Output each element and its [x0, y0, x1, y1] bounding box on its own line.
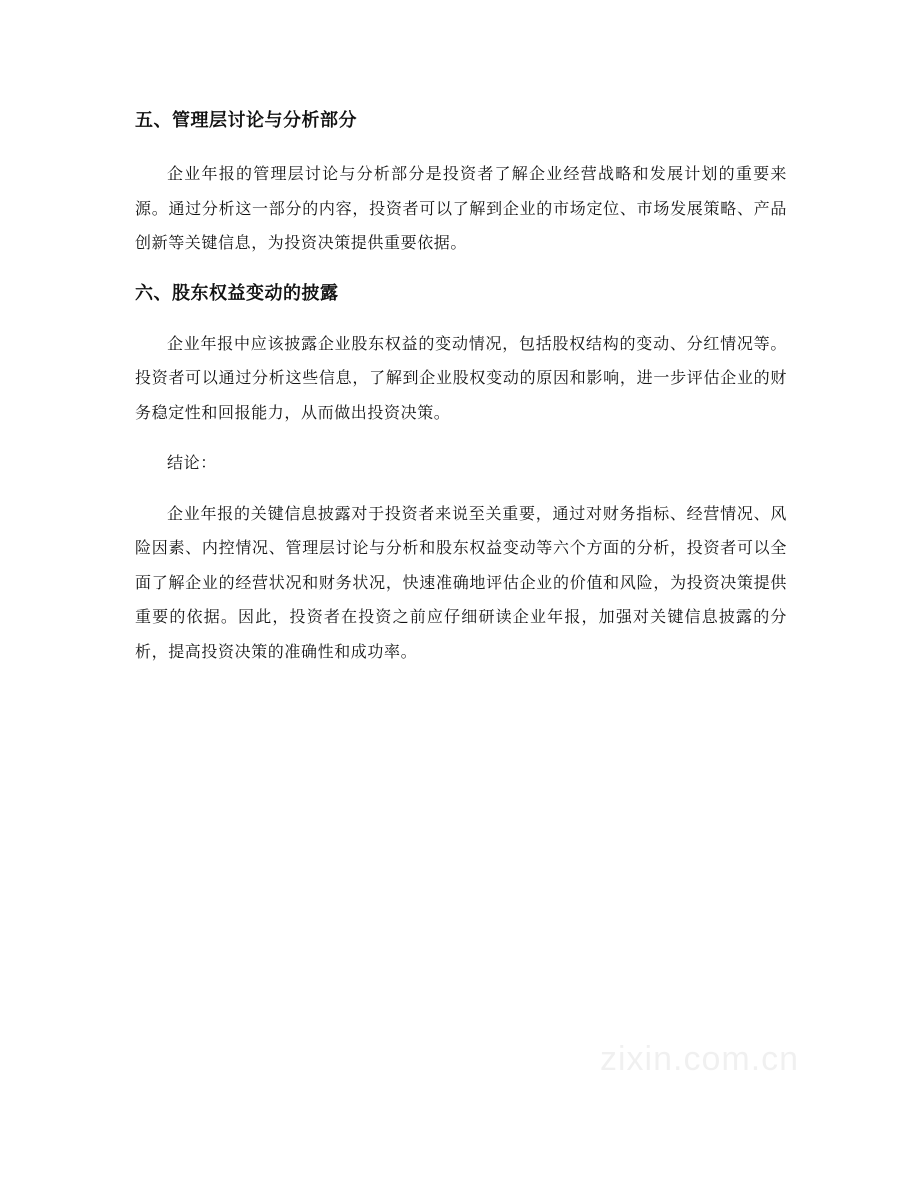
section-5-paragraph: 企业年报的管理层讨论与分析部分是投资者了解企业经营战略和发展计划的重要来源。通过分析这一部分的内容，投资者可以了解到企业的市场定位、市场发展策略、产品创新等关键信息，为投资决策提供重要依据。 — [135, 164, 787, 252]
watermark: zixin.com.cn — [600, 1040, 800, 1078]
conclusion-label: 结论： — [167, 453, 217, 472]
conclusion-paragraph: 企业年报的关键信息披露对于投资者来说至关重要，通过对财务指标、经营情况、风险因素、内控情况、管理层讨论与分析和股东权益变动等六个方面的分析，投资者可以全面了解企业的经营状况和财务状况，快速准确地评估企业的价值和风险，为投资决策提供重要的依据。因此，投资者在投资之前应仔细研读企业年报，加强对关键信息披露的分析，提高投资决策的准确性和成功率。 — [135, 503, 787, 661]
document-body — [135, 104, 787, 669]
section-5-heading: 五、管理层讨论与分析部分 — [135, 110, 357, 131]
section-6-paragraph: 企业年报中应该披露企业股东权益的变动情况，包括股权结构的变动、分红情况等。投资者可以通过分析这些信息，了解到企业股权变动的原因和影响，进一步评估企业的财务稳定性和回报能力，从而做出投资决策。 — [135, 333, 787, 422]
section-6-heading: 六、股东权益变动的披露 — [135, 282, 339, 304]
